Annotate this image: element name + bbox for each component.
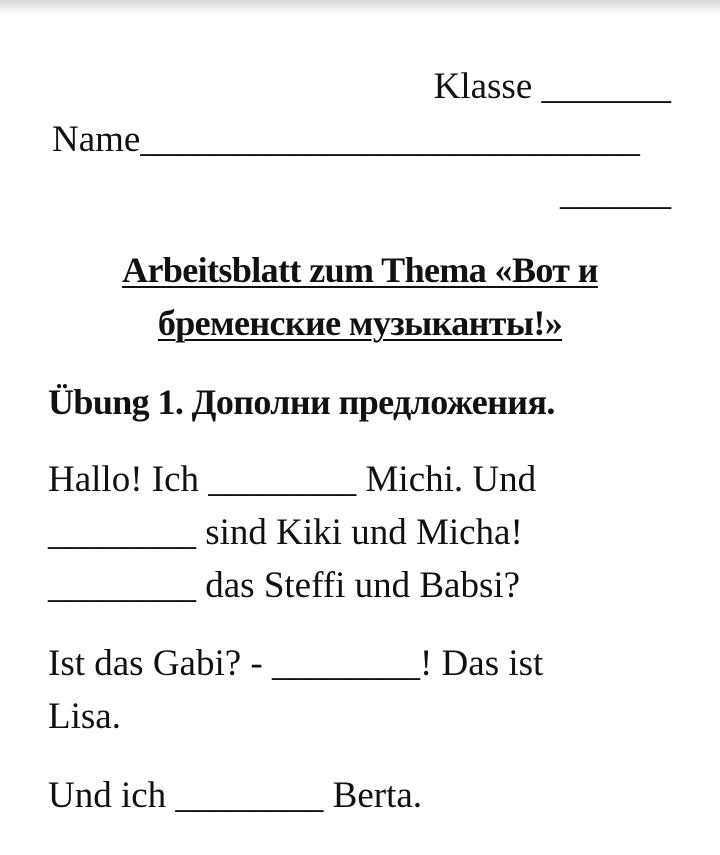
exercise-line: ________ sind Kiki und Micha! bbox=[48, 512, 523, 553]
exercise-line: ________ das Steffi und Babsi? bbox=[48, 565, 521, 606]
exercise-heading: Übung 1. Дополни предложения. bbox=[48, 382, 555, 422]
exercise-line: Lisa. bbox=[48, 696, 121, 737]
exercise-line: Und ich ________ Berta. bbox=[48, 775, 423, 816]
worksheet-title-line-1: Arbeitsblatt zum Thema «Вот и bbox=[122, 250, 598, 290]
exercise-line: Ist das Gabi? - ________! Das ist bbox=[48, 643, 544, 684]
name-continuation-line: ______ bbox=[560, 172, 671, 213]
top-shadow bbox=[0, 0, 720, 14]
name-field: Name___________________________ bbox=[52, 119, 640, 160]
exercise-line: Hallo! Ich ________ Michi. Und bbox=[48, 459, 537, 500]
worksheet-title-line-2: бременские музыканты!» bbox=[157, 303, 563, 343]
klasse-field: Klasse _______ bbox=[433, 66, 671, 107]
